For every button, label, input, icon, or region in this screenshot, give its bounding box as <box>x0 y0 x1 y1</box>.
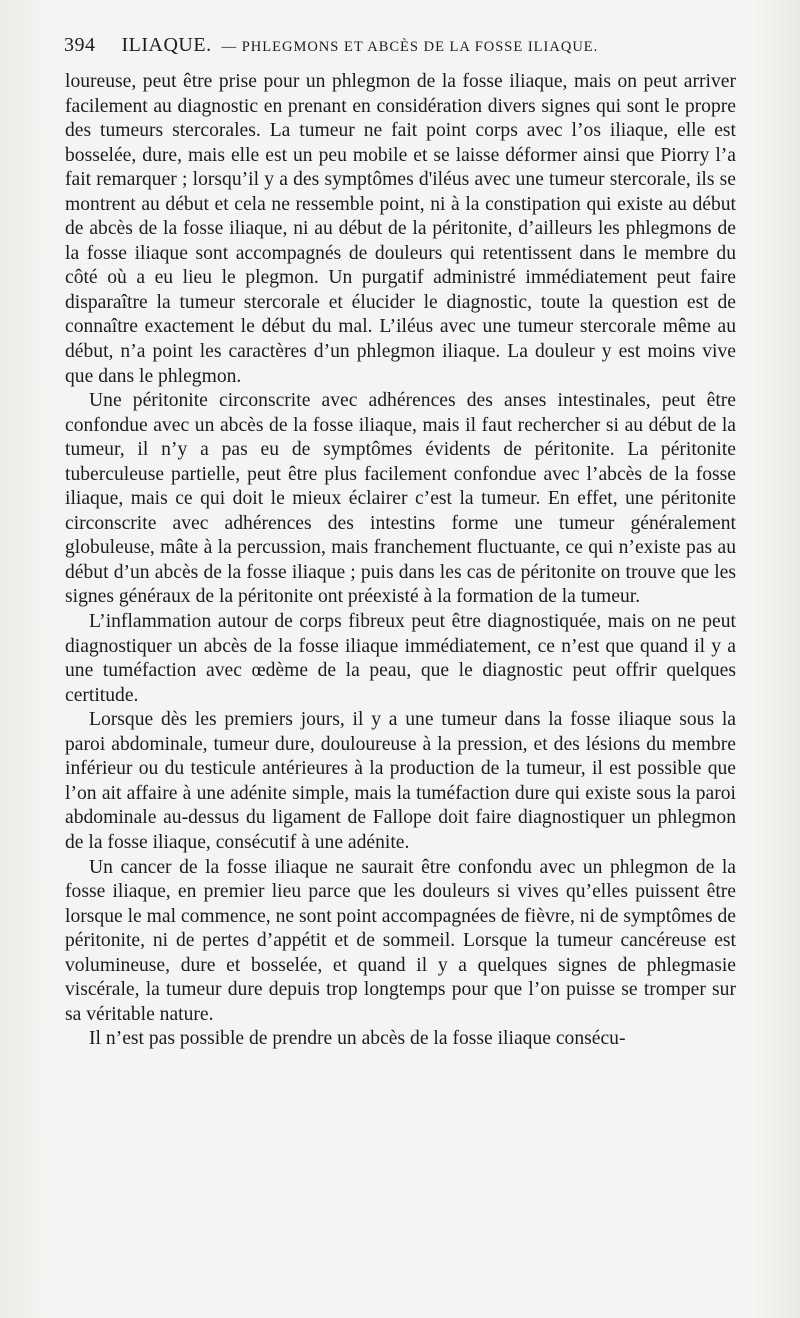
running-subtitle: — PHLEGMONS ET ABCÈS DE LA FOSSE ILIAQUE. <box>221 39 599 55</box>
paragraph-stercoral-tumor: loureuse, peut être prise pour un phlegmon de la fosse iliaque, mais on peut arriver facilement au diagnostic en prenant en considération divers signes qui sont le propre des tumeurs stercorales. La tumeur ne fait point corps avec l’os iliaque, elle est bosselée, dure, mais elle est un peu mobile et se laisse déformer ainsi que Piorry l’a fait remarquer ; lorsqu’il y a des symptômes d'iléus avec une tumeur stercorale, ils se montrent au début et cela ne ressemble point, ni à la constipation qui existe au début de abcès de la fosse iliaque, ni au début de la péritonite, d’ailleurs les phlegmons de la fosse iliaque sont accompagnés de douleurs qui retentissent dans le membre du côté où a eu lieu le plegmon. Un purgatif administré immédiatement peut faire disparaître la tumeur stercorale et élucider le diagnostic, toute la question est de connaître exactement le début du mal. L’iléus avec une tumeur stercorale même au début, n’a point les caractères d’un phlegmon iliaque. La douleur y est moins vive que dans le phlegmon. <box>65 71 736 387</box>
paragraph-cancer: Un cancer de la fosse iliaque ne saurait être confondu avec un phlegmon de la fosse iliaque, en premier lieu parce que les douleurs si vives qu’elles puissent être lorsque le mal commence, ne sont point accompagnées de fièvre, ni de symptômes de péritonite, ni de pertes d’appétit et de sommeil. Lorsque la tumeur cancéreuse est volumineuse, dure et bosselée, et quand il y a quelques signes de phlegmasie viscérale, la tumeur dure depuis trop longtemps pour que l’on puisse se tromper sur sa véritable nature. <box>65 856 736 1025</box>
paragraph-fibroid-inflammation: L’inflammation autour de corps fibreux peut être diagnostiquée, mais on ne peut diagnostiquer un abcès de la fosse iliaque immédiatement, ce n’est que quand il y a une tuméfaction avec œdème de la peau, que le diagnostic peut offrir quelques certitude. <box>65 611 736 706</box>
running-header <box>64 34 734 62</box>
paragraph-peritonitis: Une péritonite circonscrite avec adhérences des anses intestinales, peut être confondue avec un abcès de la fosse iliaque, mais il faut rechercher si au début de la tumeur, il n’y a pas eu de symptômes évidents de péritonite. La péritonite tuberculeuse partielle, peut être plus facilement confondue avec l’abcès de la fosse iliaque, mais ce qui doit le mieux éclairer c’est la tumeur. En effet, une péritonite circonscrite avec adhérences des intestins forme une tumeur généralement globuleuse, mâte à la percussion, mais franchement fluctuante, ce qui n’existe pas au début d’un abcès de la fosse iliaque ; puis dans les cas de péritonite on trouve que les signes généraux de la péritonite ont préexisté à la formation de la tumeur. <box>65 390 736 608</box>
paragraph-adenitis: Lorsque dès les premiers jours, il y a une tumeur dans la fosse iliaque sous la paroi abdominale, tumeur dure, douloureuse à la pression, et des lésions du membre inférieur ou du testicule antérieures à la production de la tumeur, il est possible que l’on ait affaire à une adénite simple, mais la tuméfaction dure qui existe sous la paroi abdominale au-dessus du ligament de Fallope doit faire diagnostiquer un phlegmon de la fosse iliaque, consécutif à une adénite. <box>65 709 736 853</box>
running-title: ILIAQUE. <box>121 34 212 56</box>
page-number: 394 <box>64 34 96 56</box>
body-text <box>65 70 736 1052</box>
paragraph-continuation: Il n’est pas possible de prendre un abcès de la fosse iliaque consécu- <box>89 1028 626 1050</box>
